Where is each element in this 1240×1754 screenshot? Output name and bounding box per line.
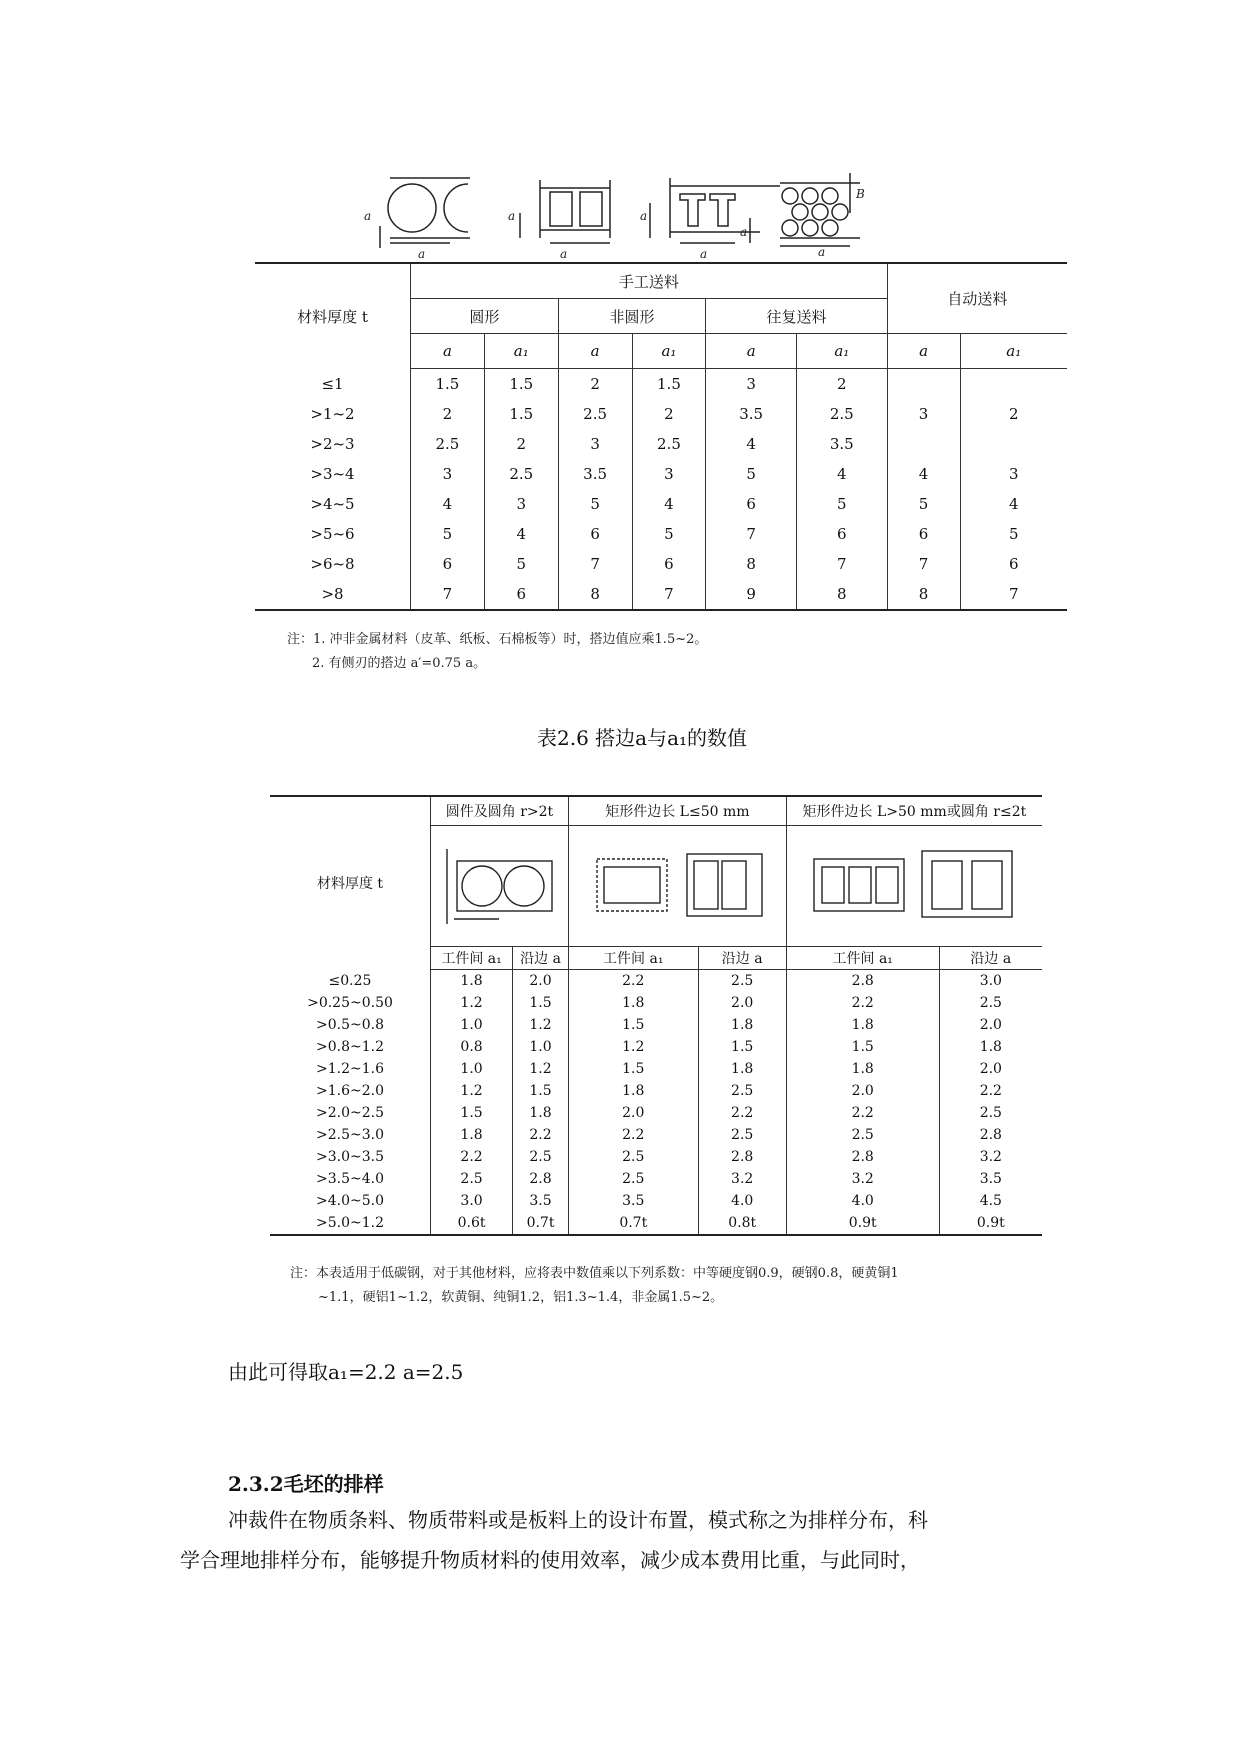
diagram-round-parts — [439, 839, 559, 929]
value-cell: 3.0 — [939, 970, 1042, 993]
table-row — [270, 1036, 1042, 1058]
value-cell — [887, 429, 960, 459]
thickness-cell: >6~8 — [310, 555, 355, 573]
value-cell: 6 — [887, 519, 960, 549]
sub-header: a₁ — [632, 334, 706, 369]
value-cell: 5 — [706, 459, 797, 489]
value-cell: 7 — [632, 579, 706, 610]
sub-header: a — [558, 334, 632, 369]
margin-table-2 — [270, 795, 1042, 1236]
thickness-cell: >4.0~5.0 — [316, 1193, 384, 1209]
value-cell: 1.0 — [431, 1014, 513, 1036]
header-manual-feed: 手工送料 — [411, 263, 888, 299]
diagram-cell-rect-large — [786, 826, 1042, 947]
value-cell: 2.2 — [431, 1146, 513, 1168]
value-cell: 6 — [558, 519, 632, 549]
value-cell: 2 — [484, 429, 558, 459]
value-cell: 2.5 — [568, 1168, 698, 1190]
value-cell: 2.2 — [568, 970, 698, 993]
value-cell: 3.2 — [786, 1168, 939, 1190]
value-cell: 7 — [411, 579, 485, 610]
sub-header: 沿边 a — [939, 947, 1042, 970]
value-cell: 1.8 — [786, 1014, 939, 1036]
diagram-cell-rect-small — [568, 826, 786, 947]
value-cell: 2.5 — [411, 429, 485, 459]
sub-header: a — [887, 334, 960, 369]
header-group-3: 矩形件边长 L>50 mm或圆角 r≤2t — [786, 796, 1042, 826]
value-cell: 4 — [411, 489, 485, 519]
value-cell: 2.5 — [786, 1124, 939, 1146]
value-cell: 1.8 — [939, 1036, 1042, 1058]
value-cell: 1.5 — [513, 1080, 569, 1102]
table1-note-2: 2. 有侧刃的搭边 a′=0.75 a。 — [312, 656, 487, 671]
value-cell: 5 — [887, 489, 960, 519]
value-cell: 5 — [558, 489, 632, 519]
value-cell: 2.5 — [939, 992, 1042, 1014]
value-cell: 2.5 — [568, 1146, 698, 1168]
value-cell: 2.0 — [698, 992, 786, 1014]
value-cell: 2.2 — [786, 992, 939, 1014]
value-cell: 2.8 — [698, 1146, 786, 1168]
value-cell: 1.0 — [431, 1058, 513, 1080]
header-round: 圆形 — [411, 299, 559, 334]
paragraph-line-2: 学合理地排样分布，能够提升物质材料的使用效率，减少成本费用比重，与此同时， — [180, 1548, 920, 1572]
header-auto-feed: 自动送料 — [887, 263, 1067, 334]
value-cell: 1.8 — [513, 1102, 569, 1124]
value-cell: 8 — [796, 579, 887, 610]
table-row — [255, 429, 1067, 459]
value-cell: 2.2 — [939, 1080, 1042, 1102]
value-cell: 2.0 — [568, 1102, 698, 1124]
svg-text:a: a — [560, 247, 568, 260]
table-row — [270, 1212, 1042, 1235]
table-row — [270, 1102, 1042, 1124]
layout-diagrams-top — [350, 168, 1070, 260]
sub-header: 沿边 a — [698, 947, 786, 970]
value-cell: 3.0 — [431, 1190, 513, 1212]
diagram-rect-parts — [520, 180, 610, 243]
table2-note-1: 注：本表适用于低碳钢，对于其他材料，应将表中数值乘以下列系数：中等硬度钢0.9，硬钢0.8，硬黄铜1 — [290, 1266, 899, 1281]
header-thickness: 材料厚度 t — [255, 263, 411, 369]
value-cell: 2.8 — [939, 1124, 1042, 1146]
value-cell: 1.2 — [431, 1080, 513, 1102]
table-row — [270, 1168, 1042, 1190]
value-cell: 0.9t — [786, 1212, 939, 1235]
value-cell: 2.5 — [796, 399, 887, 429]
sub-header: a — [706, 334, 797, 369]
value-cell: 2.5 — [939, 1102, 1042, 1124]
value-cell: 2.5 — [698, 1080, 786, 1102]
value-cell: 2.2 — [786, 1102, 939, 1124]
sub-header: a — [411, 334, 485, 369]
value-cell: 5 — [484, 549, 558, 579]
header-non-round: 非圆形 — [558, 299, 706, 334]
table-row — [270, 992, 1042, 1014]
table-row — [255, 369, 1067, 400]
value-cell: 7 — [706, 519, 797, 549]
value-cell: 3.5 — [568, 1190, 698, 1212]
value-cell: 5 — [411, 519, 485, 549]
thickness-cell: >2.5~3.0 — [316, 1127, 384, 1143]
table-row — [270, 1124, 1042, 1146]
thickness-cell: >0.5~0.8 — [316, 1017, 384, 1033]
value-cell: 3.5 — [706, 399, 797, 429]
value-cell: 2 — [558, 369, 632, 400]
value-cell: 8 — [558, 579, 632, 610]
thickness-cell: >0.25~0.50 — [307, 995, 393, 1011]
value-cell: 7 — [960, 579, 1067, 610]
value-cell: 5 — [960, 519, 1067, 549]
value-cell: 0.7t — [513, 1212, 569, 1235]
value-cell: 4 — [484, 519, 558, 549]
value-cell: 1.2 — [431, 992, 513, 1014]
thickness-cell: ≤0.25 — [328, 972, 372, 989]
value-cell: 2 — [411, 399, 485, 429]
value-cell: 6 — [484, 579, 558, 610]
header-group-2: 矩形件边长 L≤50 mm — [568, 796, 786, 826]
value-cell: 8 — [887, 579, 960, 610]
value-cell: 5 — [632, 519, 706, 549]
svg-text:B: B — [856, 187, 865, 201]
value-cell: 4.0 — [786, 1190, 939, 1212]
value-cell: 2.5 — [431, 1168, 513, 1190]
table-row — [255, 549, 1067, 579]
thickness-cell: >2~3 — [310, 435, 355, 453]
sub-header: a₁ — [796, 334, 887, 369]
value-cell — [960, 369, 1067, 400]
table-row — [255, 489, 1067, 519]
value-cell: 3.2 — [939, 1146, 1042, 1168]
value-cell: 3.5 — [939, 1168, 1042, 1190]
value-cell: 2.0 — [513, 970, 569, 993]
value-cell: 1.8 — [431, 970, 513, 993]
svg-text:a: a — [508, 209, 516, 223]
value-cell: 1.0 — [513, 1036, 569, 1058]
value-cell: 2.0 — [939, 1014, 1042, 1036]
value-cell: 3 — [632, 459, 706, 489]
value-cell: 0.9t — [939, 1212, 1042, 1235]
value-cell: 4 — [796, 459, 887, 489]
value-cell: 2.5 — [632, 429, 706, 459]
value-cell: 0.8 — [431, 1036, 513, 1058]
value-cell: 5 — [796, 489, 887, 519]
value-cell — [887, 369, 960, 400]
value-cell: 6 — [796, 519, 887, 549]
sub-header: a₁ — [484, 334, 558, 369]
sub-header: 工件间 a₁ — [431, 947, 513, 970]
value-cell: 4 — [960, 489, 1067, 519]
svg-text:a: a — [418, 247, 426, 260]
thickness-cell: >3.0~3.5 — [316, 1149, 384, 1165]
table-row — [270, 1146, 1042, 1168]
value-cell: 1.8 — [698, 1014, 786, 1036]
value-cell: 1.5 — [513, 992, 569, 1014]
table-row — [270, 970, 1042, 993]
value-cell: 1.5 — [484, 399, 558, 429]
value-cell: 3 — [558, 429, 632, 459]
table-row — [255, 579, 1067, 610]
value-cell: 3.5 — [513, 1190, 569, 1212]
value-cell: 7 — [796, 549, 887, 579]
diagram-hole-parts — [750, 173, 860, 246]
value-cell: 1.8 — [431, 1124, 513, 1146]
value-cell: 1.8 — [568, 1080, 698, 1102]
value-cell: 2.8 — [786, 1146, 939, 1168]
table-caption: 表2.6 搭边a与a₁的数值 — [537, 726, 748, 750]
value-cell: 7 — [558, 549, 632, 579]
value-cell: 2 — [632, 399, 706, 429]
value-cell: 3.5 — [796, 429, 887, 459]
value-cell: 2.8 — [786, 970, 939, 993]
value-cell: 3 — [706, 369, 797, 400]
thickness-cell: >1.6~2.0 — [316, 1083, 384, 1099]
header-thickness: 材料厚度 t — [270, 796, 431, 970]
value-cell: 3.2 — [698, 1168, 786, 1190]
table-row — [255, 519, 1067, 549]
value-cell: 2.0 — [786, 1080, 939, 1102]
table2-note-2: ~1.1，硬铝1~1.2，软黄铜、纯铜1.2，铝1.3~1.4，非金属1.5~2。 — [318, 1290, 724, 1305]
table-row — [255, 459, 1067, 489]
table-row — [270, 1014, 1042, 1036]
header-reciprocating: 往复送料 — [706, 299, 887, 334]
value-cell: 2 — [960, 399, 1067, 429]
value-cell: 0.8t — [698, 1212, 786, 1235]
value-cell: 2.5 — [698, 1124, 786, 1146]
value-cell: 3 — [960, 459, 1067, 489]
value-cell: 6 — [632, 549, 706, 579]
thickness-cell: >1.2~1.6 — [316, 1061, 384, 1077]
value-cell: 1.5 — [786, 1036, 939, 1058]
value-cell: 2.2 — [568, 1124, 698, 1146]
svg-text:a: a — [640, 209, 648, 223]
thickness-cell: >8 — [255, 579, 411, 610]
value-cell: 1.5 — [484, 369, 558, 400]
sub-header: 沿边 a — [513, 947, 569, 970]
value-cell: 4 — [632, 489, 706, 519]
diagram-rect-parts — [582, 839, 772, 929]
value-cell: 2.2 — [698, 1102, 786, 1124]
thickness-cell: >5~6 — [310, 525, 355, 543]
value-cell: 0.7t — [568, 1212, 698, 1235]
thickness-cell: >1~2 — [310, 405, 355, 423]
diagram-round-parts — [380, 178, 470, 248]
svg-text:a: a — [818, 245, 826, 259]
diagram-cell-round — [431, 826, 569, 947]
table-row — [270, 1058, 1042, 1080]
value-cell: 9 — [706, 579, 797, 610]
value-cell: 1.2 — [513, 1014, 569, 1036]
value-cell: 6 — [960, 549, 1067, 579]
table-row — [270, 1080, 1042, 1102]
value-cell: 1.8 — [698, 1058, 786, 1080]
value-cell — [960, 429, 1067, 459]
margin-table-1 — [255, 262, 1067, 611]
value-cell: 1.5 — [698, 1036, 786, 1058]
header-group-1: 圆件及圆角 r>2t — [431, 796, 569, 826]
value-cell: 1.5 — [632, 369, 706, 400]
value-cell: 6 — [706, 489, 797, 519]
value-cell: 6 — [411, 549, 485, 579]
thickness-cell: ≤1 — [321, 374, 344, 393]
sub-header: a₁ — [960, 334, 1067, 369]
thickness-cell: >5.0~1.2 — [270, 1212, 431, 1235]
table1-note-1: 注：1. 冲非金属材料（皮革、纸板、石棉板等）时，搭边值应乘1.5~2。 — [287, 632, 708, 647]
value-cell: 8 — [706, 549, 797, 579]
value-cell: 3 — [411, 459, 485, 489]
value-cell: 3 — [484, 489, 558, 519]
value-cell: 0.6t — [431, 1212, 513, 1235]
value-cell: 1.5 — [568, 1014, 698, 1036]
value-cell: 1.5 — [431, 1102, 513, 1124]
thickness-cell: >0.8~1.2 — [316, 1039, 384, 1055]
thickness-cell: >4~5 — [310, 495, 355, 513]
value-cell: 3.5 — [558, 459, 632, 489]
svg-text:a: a — [740, 225, 748, 239]
diagram-t-parts — [650, 178, 780, 243]
value-cell: 4.5 — [939, 1190, 1042, 1212]
svg-text:a: a — [364, 209, 372, 223]
value-cell: 1.5 — [568, 1058, 698, 1080]
value-cell: 2.8 — [513, 1168, 569, 1190]
thickness-cell: >2.0~2.5 — [316, 1105, 384, 1121]
value-cell: 4 — [706, 429, 797, 459]
value-cell: 2.5 — [484, 459, 558, 489]
table-row — [255, 399, 1067, 429]
value-cell: 2.5 — [558, 399, 632, 429]
value-cell: 4.0 — [698, 1190, 786, 1212]
value-cell: 1.2 — [568, 1036, 698, 1058]
value-cell: 4 — [887, 459, 960, 489]
value-cell: 1.5 — [411, 369, 485, 400]
diagram-rect-large-parts — [804, 839, 1024, 929]
value-cell: 1.8 — [786, 1058, 939, 1080]
value-cell: 2.2 — [513, 1124, 569, 1146]
paragraph-line-1: 冲裁件在物质条料、物质带料或是板料上的设计布置，模式称之为排样分布，科 — [228, 1508, 928, 1532]
value-cell: 2.5 — [513, 1146, 569, 1168]
thickness-cell: >3~4 — [310, 465, 355, 483]
thickness-cell: >3.5~4.0 — [316, 1171, 384, 1187]
svg-text:a: a — [700, 247, 708, 260]
table-row — [270, 1190, 1042, 1212]
sub-header: 工件间 a₁ — [786, 947, 939, 970]
value-cell: 3 — [887, 399, 960, 429]
value-cell: 7 — [887, 549, 960, 579]
value-cell: 1.8 — [568, 992, 698, 1014]
result-text: 由此可得取a₁=2.2 a=2.5 — [228, 1360, 464, 1384]
value-cell: 2 — [796, 369, 887, 400]
value-cell: 2.0 — [939, 1058, 1042, 1080]
value-cell: 2.5 — [698, 970, 786, 993]
section-heading: 2.3.2毛坯的排样 — [228, 1472, 384, 1496]
value-cell: 1.2 — [513, 1058, 569, 1080]
sub-header: 工件间 a₁ — [568, 947, 698, 970]
